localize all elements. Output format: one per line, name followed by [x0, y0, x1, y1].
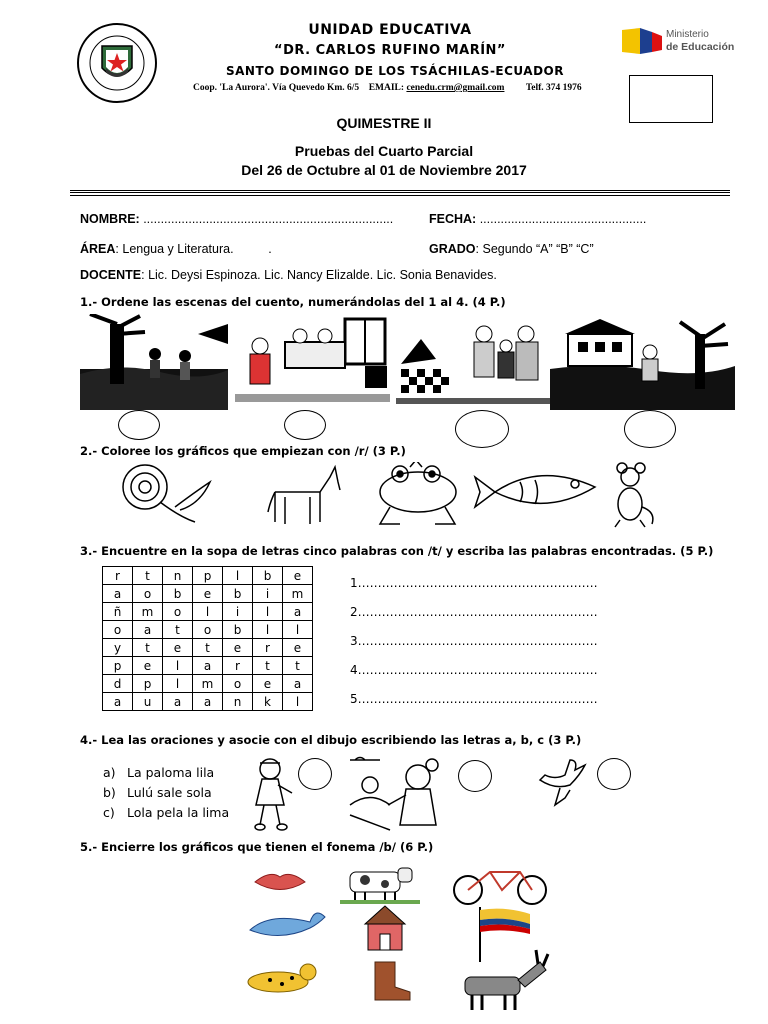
- option-letter: c): [103, 805, 115, 820]
- leopard-icon[interactable]: [248, 964, 316, 992]
- word-search-cell[interactable]: e: [163, 639, 193, 657]
- school-location: SANTO DOMINGO DE LOS TSÁCHILAS-ECUADOR: [225, 64, 564, 78]
- answer-line-4[interactable]: 4……………………………………………………: [350, 663, 598, 677]
- word-search-cell[interactable]: i: [223, 603, 253, 621]
- word-search-cell[interactable]: e: [253, 675, 283, 693]
- question-5: 5.- Encierre los gráficos que tienen el fonema /b/ (6 P.): [80, 840, 434, 854]
- house-scene-icon: [550, 314, 735, 410]
- word-search-cell[interactable]: t: [193, 639, 223, 657]
- word-search-cell[interactable]: r: [103, 567, 133, 585]
- word-search-cell[interactable]: b: [163, 585, 193, 603]
- ministry-flag-icon: [622, 26, 662, 56]
- q4-answer-oval-3[interactable]: [597, 758, 631, 790]
- word-search-cell[interactable]: ñ: [103, 603, 133, 621]
- girl-walking-icon: [255, 759, 292, 830]
- word-search-cell[interactable]: l: [223, 567, 253, 585]
- fecha-dots: ................................................: [479, 212, 647, 226]
- word-search-cell[interactable]: t: [283, 657, 313, 675]
- word-search-cell[interactable]: t: [163, 621, 193, 639]
- option-text: Lulú sale sola: [127, 785, 212, 800]
- word-search-cell[interactable]: l: [283, 621, 313, 639]
- word-search-cell[interactable]: r: [253, 639, 283, 657]
- word-search-cell[interactable]: l: [253, 621, 283, 639]
- option-letter: a): [103, 765, 116, 780]
- q4-answer-oval-1[interactable]: [298, 758, 332, 790]
- house-icon[interactable]: [365, 906, 405, 950]
- word-search-cell[interactable]: e: [133, 657, 163, 675]
- word-search-cell[interactable]: n: [163, 567, 193, 585]
- ministry-name-line1: Ministerio: [666, 29, 709, 40]
- word-search-row: [103, 675, 313, 693]
- phone-text: Telf. 374 1976: [525, 83, 582, 93]
- word-search-cell[interactable]: a: [103, 585, 133, 603]
- word-search-row: [103, 585, 313, 603]
- school-contact: [193, 83, 613, 93]
- word-search-cell[interactable]: i: [253, 585, 283, 603]
- bedroom-scene-icon: [235, 314, 390, 410]
- q1-scenes-strip: [80, 314, 735, 410]
- mouse-icon: [615, 463, 653, 527]
- word-search-cell[interactable]: l: [253, 603, 283, 621]
- grado-label: GRADO: [429, 242, 476, 256]
- cow-icon[interactable]: [340, 868, 420, 904]
- nombre-field[interactable]: [80, 212, 393, 226]
- lips-icon[interactable]: [255, 874, 305, 889]
- word-search-cell[interactable]: b: [223, 621, 253, 639]
- word-search-row: [103, 603, 313, 621]
- word-search-cell[interactable]: t: [133, 639, 163, 657]
- frog-icon: [380, 462, 456, 524]
- answer-line-2[interactable]: 2……………………………………………………: [350, 605, 598, 619]
- word-search-cell[interactable]: a: [283, 675, 313, 693]
- word-search-cell[interactable]: r: [223, 657, 253, 675]
- woman-cooking-icon: [350, 758, 438, 831]
- forest-scene-icon: [80, 314, 228, 410]
- family-scene-icon: [396, 326, 551, 404]
- donkey-icon: [268, 467, 340, 524]
- docente-label: DOCENTE: [80, 268, 142, 282]
- word-search-cell[interactable]: p: [103, 657, 133, 675]
- school-seal: [76, 22, 158, 104]
- word-search-cell[interactable]: a: [163, 693, 193, 711]
- ministry-name-line2: de Educación: [666, 41, 735, 53]
- option-text: La paloma lila: [127, 765, 215, 780]
- word-search-cell[interactable]: o: [133, 585, 163, 603]
- word-search-cell[interactable]: t: [133, 567, 163, 585]
- exam-title: Pruebas del Cuarto Parcial: [294, 143, 474, 159]
- nombre-dots: ........................................................................: [143, 212, 394, 226]
- fecha-field[interactable]: [429, 212, 646, 226]
- word-search-cell[interactable]: b: [223, 585, 253, 603]
- word-search-cell[interactable]: p: [133, 675, 163, 693]
- word-search-cell[interactable]: t: [253, 657, 283, 675]
- question-1: 1.- Ordene las escenas del cuento, numerándolas del 1 al 4. (4 P.): [80, 295, 506, 309]
- word-search-cell[interactable]: o: [193, 621, 223, 639]
- fecha-label: FECHA:: [429, 212, 477, 226]
- word-search-cell[interactable]: o: [103, 621, 133, 639]
- answer-line-5[interactable]: 5……………………………………………………: [350, 692, 598, 706]
- word-search-cell[interactable]: l: [193, 603, 223, 621]
- divider-line: [70, 190, 730, 196]
- q4-option-c: [103, 805, 229, 825]
- q4-options: [103, 765, 229, 825]
- area-label: ÁREA: [80, 242, 116, 256]
- question-2: 2.- Coloree los gráficos que empiezan con /r/ (3 P.): [80, 444, 406, 458]
- word-search-cell[interactable]: e: [193, 585, 223, 603]
- q2-images: [100, 462, 660, 530]
- word-search-cell[interactable]: e: [283, 567, 313, 585]
- docente-field: [80, 268, 497, 282]
- answer-lines: [350, 576, 598, 721]
- word-search-row: [103, 693, 313, 711]
- word-search-cell[interactable]: u: [133, 693, 163, 711]
- docente-value: : Lic. Deysi Espinoza. Lic. Nancy Elizalde. Lic. Sonia Benavides.: [141, 268, 497, 282]
- word-search-cell[interactable]: l: [163, 675, 193, 693]
- whale-icon[interactable]: [250, 913, 325, 936]
- word-search-cell[interactable]: a: [283, 603, 313, 621]
- word-search-cell[interactable]: d: [103, 675, 133, 693]
- question-4: 4.- Lea las oraciones y asocie con el dibujo escribiendo las letras a, b, c (3 P.): [80, 733, 582, 747]
- address-text: Coop. 'La Aurora'. Vía Quevedo Km. 6/5: [193, 83, 360, 93]
- nombre-label: NOMBRE:: [80, 212, 140, 226]
- word-search-row: [103, 567, 313, 585]
- word-search-cell[interactable]: m: [283, 585, 313, 603]
- school-name-line2: “DR. CARLOS RUFINO MARÍN”: [274, 43, 506, 58]
- word-search-cell[interactable]: k: [253, 693, 283, 711]
- word-search-cell[interactable]: a: [193, 657, 223, 675]
- word-search-cell[interactable]: l: [163, 657, 193, 675]
- option-text: Lola pela la lima: [127, 805, 230, 820]
- word-search-cell[interactable]: b: [253, 567, 283, 585]
- email-link[interactable]: cenedu.crm@gmail.com: [406, 83, 505, 93]
- boot-icon[interactable]: [375, 962, 410, 1000]
- word-search-cell[interactable]: m: [193, 675, 223, 693]
- q4-option-a: [103, 765, 229, 785]
- word-search-cell[interactable]: e: [283, 639, 313, 657]
- word-search-cell[interactable]: o: [163, 603, 193, 621]
- flag-icon[interactable]: [480, 907, 530, 962]
- word-search-cell[interactable]: n: [223, 693, 253, 711]
- word-search-cell[interactable]: a: [103, 693, 133, 711]
- word-search-cell[interactable]: a: [193, 693, 223, 711]
- answer-line-3[interactable]: 3……………………………………………………: [350, 634, 598, 648]
- word-search-cell[interactable]: l: [283, 693, 313, 711]
- rose-icon: [123, 465, 210, 522]
- word-search-cell[interactable]: p: [193, 567, 223, 585]
- word-search-row: [103, 621, 313, 639]
- grade-box: [629, 75, 713, 123]
- answer-line-1[interactable]: 1……………………………………………………: [350, 576, 598, 590]
- word-search-row: [103, 657, 313, 675]
- q1-answer-oval-2[interactable]: [284, 410, 326, 440]
- area-field: [80, 242, 272, 256]
- q5-images: [240, 862, 560, 1014]
- dove-icon: [540, 760, 585, 805]
- bicycle-icon[interactable]: [454, 872, 546, 904]
- word-search-cell[interactable]: a: [133, 621, 163, 639]
- word-search-cell[interactable]: o: [223, 675, 253, 693]
- q1-answer-oval-3[interactable]: [455, 410, 509, 448]
- word-search-cell[interactable]: m: [133, 603, 163, 621]
- email-label: EMAIL:: [368, 83, 405, 93]
- option-letter: b): [103, 785, 116, 800]
- question-3: 3.- Encuentre en la sopa de letras cinco palabras con /t/ y escriba las palabras encontradas. (5 P.): [80, 544, 714, 558]
- q1-answer-oval-4[interactable]: [624, 410, 676, 448]
- exam-dates: Del 26 de Octubre al 01 de Noviembre 2017: [241, 162, 527, 178]
- word-search-cell[interactable]: y: [103, 639, 133, 657]
- area-value: : Lengua y Literatura. .: [115, 242, 272, 256]
- grado-field: [429, 242, 594, 256]
- grado-value: : Segundo “A” “B” “C”: [475, 242, 594, 256]
- word-search-cell[interactable]: e: [223, 639, 253, 657]
- quimestre-title: QUIMESTRE II: [336, 115, 432, 131]
- word-search-grid: [102, 566, 313, 711]
- q4-option-b: [103, 785, 229, 805]
- fish-icon: [475, 476, 595, 507]
- word-search-row: [103, 639, 313, 657]
- q1-answer-oval-1[interactable]: [118, 410, 160, 440]
- ministry-logo: [622, 26, 737, 58]
- school-name-line1: UNIDAD EDUCATIVA: [308, 22, 472, 38]
- donkey-icon[interactable]: [465, 950, 548, 1010]
- q4-answer-oval-2[interactable]: [458, 760, 492, 792]
